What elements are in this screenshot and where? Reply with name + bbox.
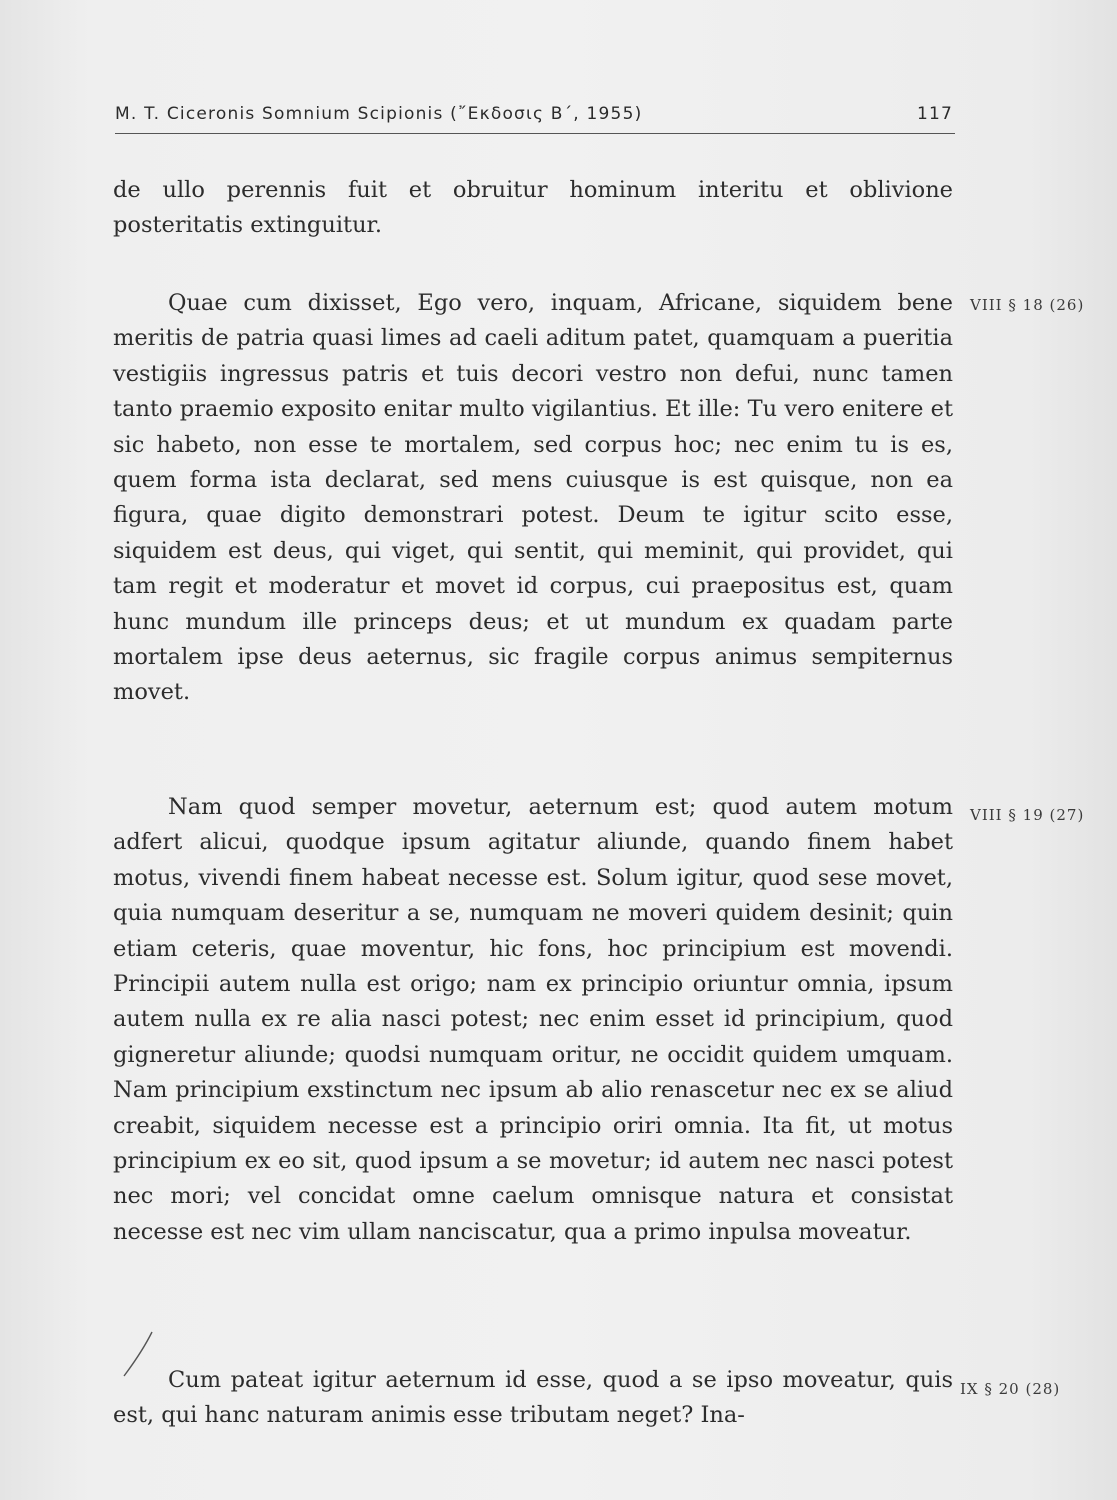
page-number: 117 [916,104,953,124]
section-reference: VIII § 18 (26) [970,296,1085,314]
section-reference: VIII § 19 (27) [970,806,1085,824]
paragraph-text: de ullo perennis fuit et obruitur hominum interitu et oblivione posteritatis extinguitur. [113,177,953,239]
header-title: M. T. Ciceronis Somnium Scipionis (῎Εκδοσις Β΄, 1955) [115,104,643,124]
paragraph-text: Nam quod semper movetur, aeternum est; quod autem motum adfert alicui, quodque ipsum agitatur aliunde, quando finem habet motus, vivendi finem habeat necesse est. Solum igitur, quod sese movet, quia numquam deseritur a se, numquam ne moveri quidem desinit; quin etiam ceteris, quae moventur, hic fons, hoc principium est movendi. Principii autem nulla est origo; nam ex principio oriuntur omnia, ipsum autem nulla ex re alia nasci potest; nec enim esset id principium, quod gigneretur aliunde; quodsi numquam oritur, ne occidit quidem umquam. Nam principium exstinctum nec ipsum ab alio renascetur nec ex se aliud creabit, siquidem necesse est a principio oriri omnia. Ita fit, ut motus principium ex eo sit, quod ipsum a se movetur; id autem nec nasci potest nec mori; vel concidat omne caelum omnisque natura et consistat necesse est nec vim ullam nanciscatur, qua a primo inpulsa moveatur. [113,794,953,1245]
running-header [115,101,955,134]
paragraph-text: Cum pateat igitur aeternum id esse, quod a se ipso moveatur, quis est, qui hanc naturam animis esse tributam neget? Ina- [113,1367,953,1429]
paragraph-viii-19 [113,790,953,1250]
paragraph-continuation [113,173,953,244]
paragraph-viii-18 [113,286,953,711]
paragraph-ix-20 [113,1363,953,1434]
section-reference: IX § 20 (28) [960,1380,1061,1398]
paragraph-text: Quae cum dixisset, Ego vero, inquam, Africane, siquidem bene meritis de patria quasi limes ad caeli aditum patet, quamquam a pueritia vestigiis ingressus patris et tuis decori vestro non defui, nunc tamen tanto praemio exposito enitar multo vigilantius. Et ille: Tu vero enitere et sic habeto, non esse te mortalem, sed corpus hoc; nec enim tu is es, quem forma ista declarat, sed mens cuiusque is est quisque, non ea figura, quae digito demonstrari potest. Deum te igitur scito esse, siquidem est deus, qui viget, qui sentit, qui meminit, qui providet, qui tam regit et moderatur et movet id corpus, cui praepositus est, quam hunc mundum ille princeps deus; et ut mundum ex quadam parte mortalem ipse deus aeternus, sic fragile corpus animus sempiternus movet. [113,290,953,706]
